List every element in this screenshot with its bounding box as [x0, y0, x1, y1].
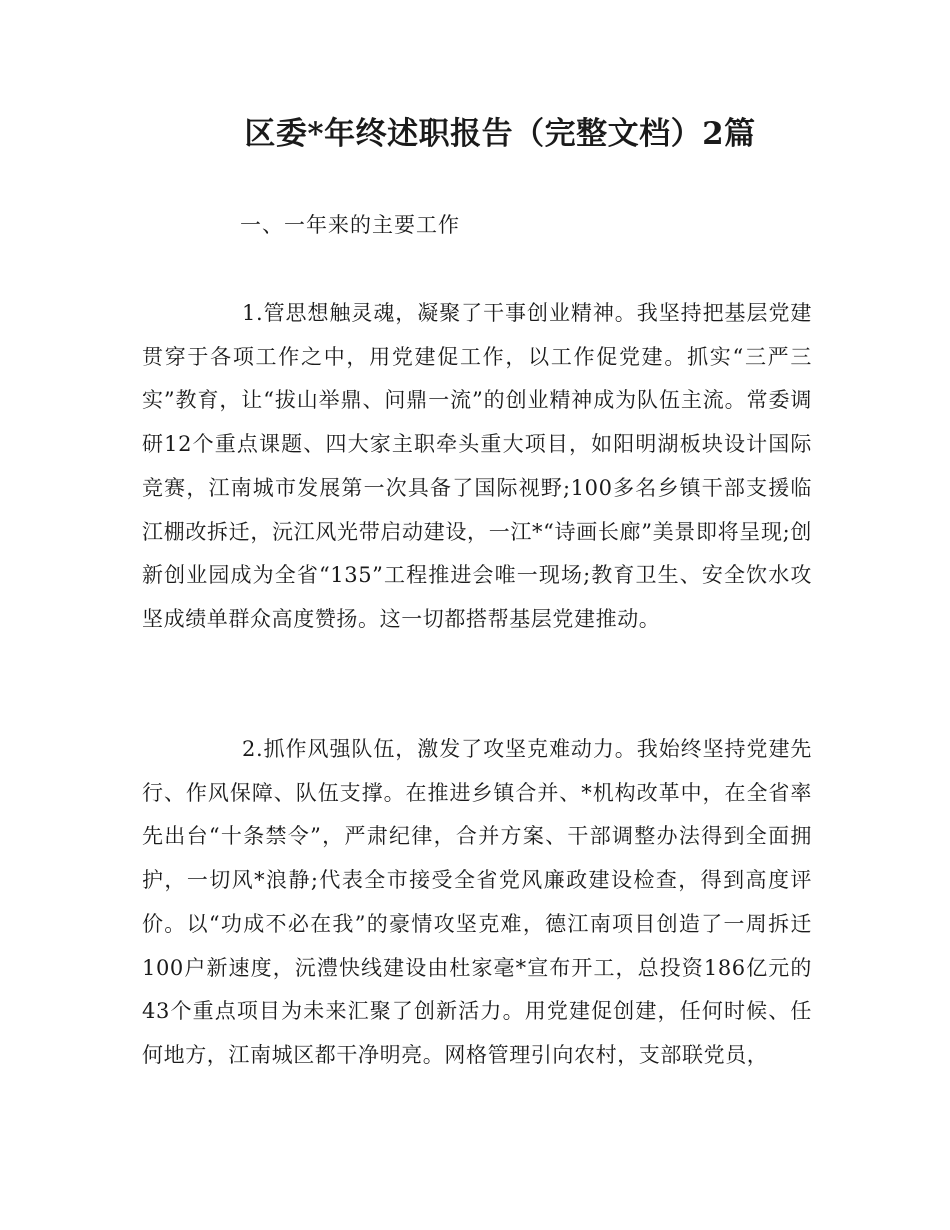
document-title: 区委*年终述职报告（完整文档）2篇: [244, 116, 756, 152]
section-heading: 一、一年来的主要工作: [240, 213, 460, 237]
paragraph-1: 1.管思想触灵魂，凝聚了干事创业精神。我坚持把基层党建贯穿于各项工作之中，用党建促工作，以工作促党建。抓实“三严三实”教育，让“拔山举鼎、问鼎一流”的创业精神成为队伍主流。常委调研12个重点课题、四大家主职牵头重大项目，如阳明湖板块设计国际竞赛，江南城市发展第一次具备了国际视野;100多名乡镇干部支援临江棚改拆迁，沅江风光带启动建设，一江*“诗画长廊”美景即将呈现;创新创业园成为全省“135”工程推进会唯一现场;教育卫生、安全饮水攻坚成绩单群众高度赞扬。这一切都搭帮基层党建推动。: [142, 301, 812, 631]
paragraph-2: 2.抓作风强队伍，激发了攻坚克难动力。我始终坚持党建先行、作风保障、队伍支撑。在推进乡镇合并、*机构改革中，在全省率先出台“十条禁令”，严肃纪律，合并方案、干部调整办法得到全面拥护，一切风*浪静;代表全市接受全省党风廉政建设检查，得到高度评价。以“功成不必在我”的豪情攻坚克难，德江南项目创造了一周拆迁100户新速度，沅澧快线建设由杜家毫*宣布开工，总投资186亿元的43个重点项目为未来汇聚了创新活力。用党建促创建，任何时候、任何地方，江南城区都干净明亮。网格管理引向农村，支部联党员，: [142, 737, 812, 1067]
